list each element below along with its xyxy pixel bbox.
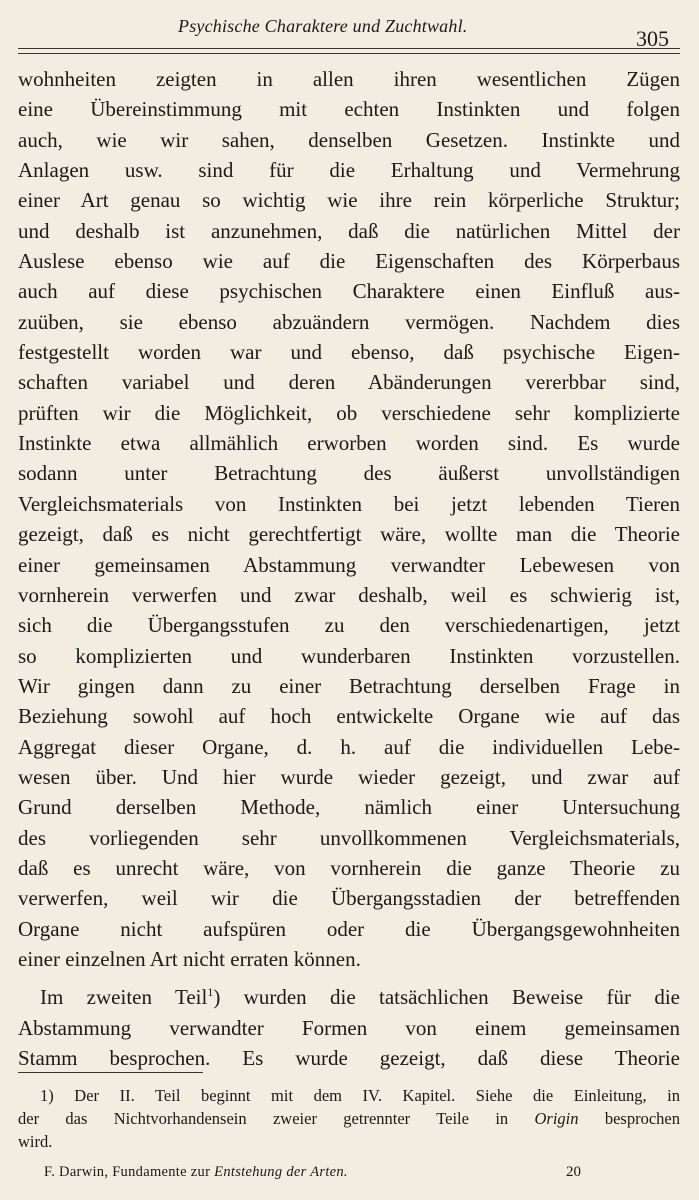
text-fragment: der das Nichtvorhandensein zweier getrennter Teile in [18,1109,535,1128]
text-line: sich die Übergangsstufen zu den verschiedenartigen, jetzt [18,613,680,638]
text-fragment: ) wurden die tatsächlichen Beweise für die [213,985,680,1010]
text-line: so komplizierten und wunderbaren Instinkten vorzustellen. [18,643,680,668]
text-line: festgestellt worden war und ebenso, daß psychische Eigen- [18,340,680,365]
printer-signature [0,1164,699,1188]
footnote-line [18,1107,680,1130]
text-line: wesen über. Und hier wurde wieder gezeigt, und zwar auf [18,764,680,789]
running-head [0,14,699,51]
text-line: Grund derselben Methode, nämlich einer Untersuchung [18,795,680,820]
text-line: einer gemeinsamen Abstammung verwandter Lebewesen von [18,552,680,577]
signature-title [44,1164,348,1181]
text-line: auch, wie wir sahen, denselben Gesetzen. Instinkte und [18,127,680,152]
page-number: 305 [636,26,669,51]
footnote [18,1084,680,1153]
footnote-line: 1) Der II. Teil beginnt mit dem IV. Kapitel. Siehe die Einleitung, in [40,1086,680,1105]
text-line [18,982,680,1012]
text-line: Abstammung verwandter Formen von einem gemeinsamen [18,1015,680,1040]
footnote-line: wird. [18,1132,53,1151]
signature-author: F. Darwin, Fundamente zur [44,1164,211,1180]
text-line: einer Art genau so wichtig wie ihre rein körperliche Struktur; [18,188,680,213]
text-line: daß es unrecht wäre, von vornherein die ganze Theorie zu [18,855,680,880]
text-line: Instinkte etwa allmählich erworben worden sind. Es wurde [18,431,680,456]
body-text [18,64,680,1073]
text-line: vornherein verwerfen und zwar deshalb, weil es schwierig ist, [18,582,680,607]
text-line: Vergleichsmaterials von Instinkten bei jetzt lebenden Tieren [18,491,680,516]
footnote-reference[interactable]: 1 [207,985,214,1000]
signature-italic-title: Entstehung der Arten. [214,1164,348,1180]
text-fragment: besprochen [578,1109,680,1128]
signature-sheet-number: 20 [566,1164,581,1180]
text-line: zuüben, sie ebenso abzuändern vermögen. Nachdem dies [18,309,680,334]
text-line: verwerfen, weil wir die Übergangsstadien der betreffenden [18,886,680,911]
paragraph-gap [18,974,680,982]
text-line: schaften variabel und deren Abänderungen vererbbar sind, [18,370,680,395]
text-line: gezeigt, daß es nicht gerechtfertigt wäre, wollte man die Theorie [18,522,680,547]
text-line: Beziehung sowohl auf hoch entwickelte Organe wie auf das [18,704,680,729]
text-line: einer einzelnen Art nicht erraten können. [18,946,361,971]
header-double-rule [18,48,680,54]
text-line: Organe nicht aufspüren oder die Übergangsgewohnheiten [18,916,680,941]
running-title: Psychische Charaktere und Zuchtwahl. [178,16,468,36]
paragraph-1 [18,64,680,974]
text-line: Anlagen usw. sind für die Erhaltung und Vermehrung [18,158,680,183]
text-line: und deshalb ist anzunehmen, daß die natürlichen Mittel der [18,218,680,243]
text-line: des vorliegenden sehr unvollkommenen Vergleichsmaterials, [18,825,680,850]
text-line: Auslese ebenso wie auf die Eigenschaften des Körperbaus [18,249,680,274]
text-line: auch auf diese psychischen Charaktere einen Einfluß aus- [18,279,680,304]
text-line: Aggregat dieser Organe, d. h. auf die individuellen Lebe- [18,734,680,759]
text-fragment: Im zweiten Teil [40,985,208,1010]
text-line: sodann unter Betrachtung des äußerst unvollständigen [18,461,680,486]
text-line: eine Übereinstimmung mit echten Instinkten und folgen [18,97,680,122]
paragraph-2 [18,982,680,1073]
text-line: Wir gingen dann zu einer Betrachtung derselben Frage in [18,673,680,698]
text-line: wohnheiten zeigten in allen ihren wesentlichen Zügen [18,67,680,91]
text-line: Stamm besprochen. Es wurde gezeigt, daß diese Theorie [18,1046,680,1070]
italic-title: Origin [534,1109,579,1128]
text-line: prüften wir die Möglichkeit, ob verschiedene sehr komplizierte [18,400,680,425]
footnote-rule [18,1072,203,1073]
